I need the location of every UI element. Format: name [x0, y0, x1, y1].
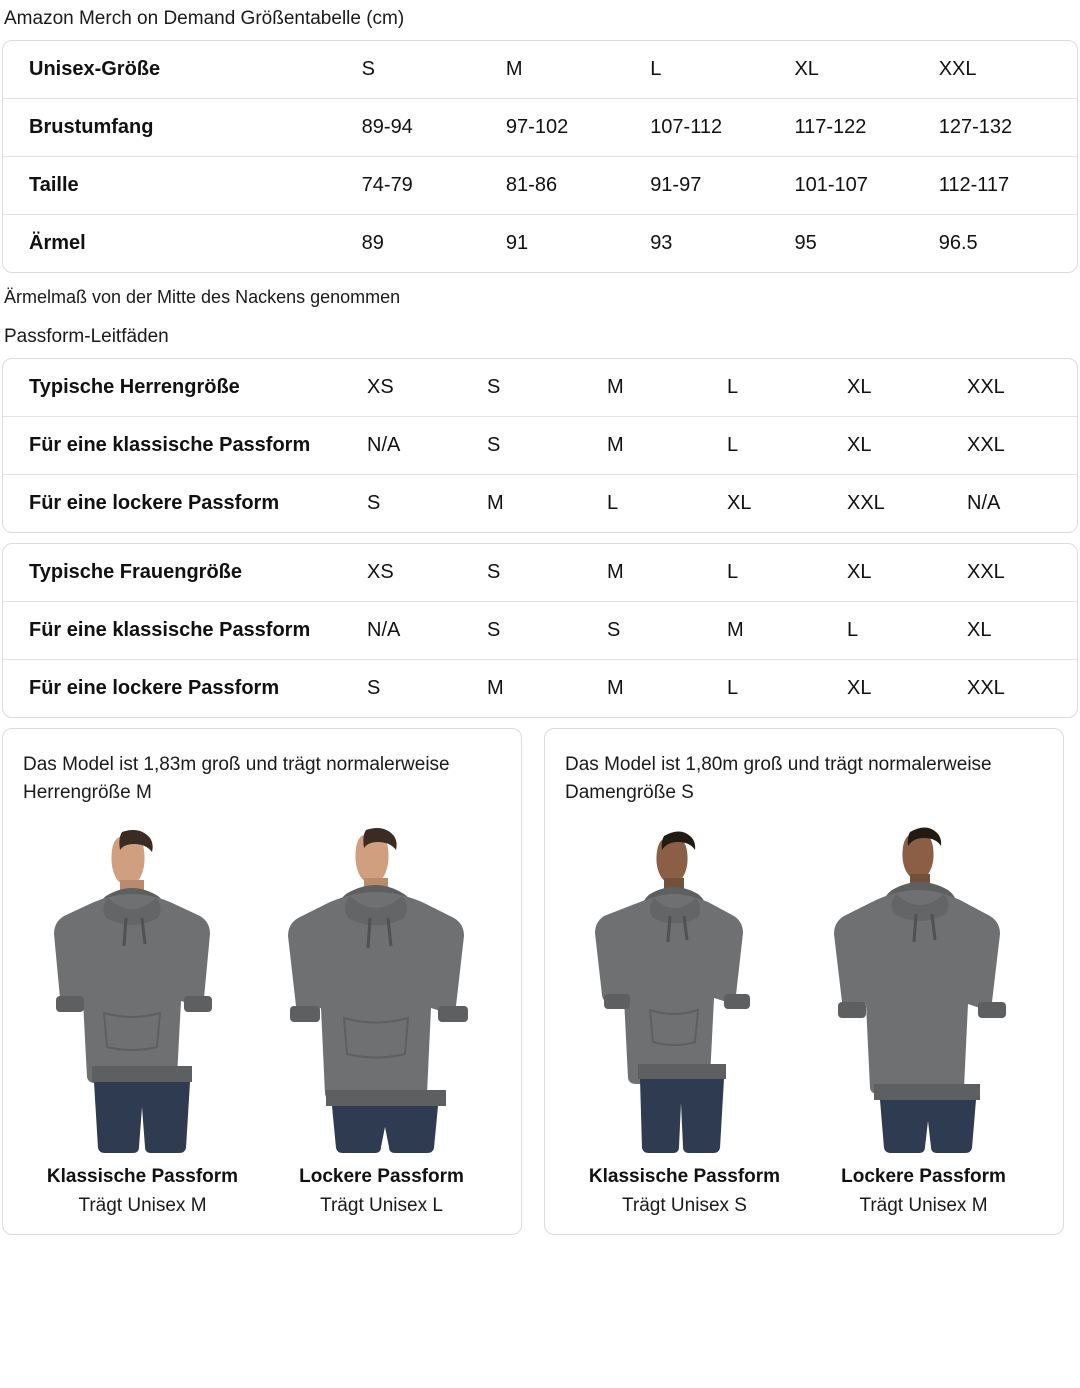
cell: L	[650, 58, 662, 80]
table-row	[3, 215, 1077, 273]
cell: 91-97	[644, 157, 788, 215]
cell: N/A	[961, 475, 1078, 533]
female-relaxed-fit-figure	[810, 818, 1042, 1153]
male-figures	[23, 813, 501, 1153]
cell: 107-112	[644, 99, 788, 157]
male-classic-fit-label	[23, 1163, 262, 1220]
cell: S	[487, 376, 501, 398]
cell: 127-132	[933, 99, 1077, 157]
male-model-card	[2, 728, 522, 1235]
cell: S	[361, 475, 481, 533]
cell: M	[601, 417, 721, 475]
female-relaxed-hoodie-illustration	[810, 818, 1042, 1153]
female-model-card	[544, 728, 1064, 1235]
fit-name: Klassische Passform	[588, 1166, 781, 1187]
cell: 117-122	[788, 99, 932, 157]
female-relaxed-fit-label	[804, 1163, 1043, 1220]
cell: S	[481, 417, 601, 475]
fit-name: Lockere Passform	[299, 1166, 464, 1187]
female-classic-fit-figure	[566, 818, 798, 1153]
table-row	[3, 99, 1077, 157]
cell: S	[601, 602, 721, 660]
unisex-size-card	[2, 40, 1078, 273]
female-model-caption: Das Model ist 1,80m groß und trägt normalerweise Damengröße S	[565, 754, 992, 803]
cell: XL	[847, 561, 872, 583]
cell: XXL	[938, 58, 977, 80]
womens-fit-card	[2, 543, 1078, 718]
cell: M	[481, 475, 601, 533]
cell: XS	[367, 561, 394, 583]
cell: S	[481, 602, 601, 660]
table-row	[3, 602, 1078, 660]
cell: 96.5	[933, 215, 1077, 273]
male-model-caption: Das Model ist 1,83m groß und trägt normalerweise Herrengröße M	[23, 754, 450, 803]
cell: S	[361, 660, 481, 718]
cell: L	[727, 561, 739, 583]
row-header: Typische Frauengröße	[29, 561, 243, 583]
male-classic-hoodie-illustration	[24, 818, 256, 1153]
page-title: Amazon Merch on Demand Größentabelle (cm)	[4, 8, 405, 29]
cell: L	[601, 475, 721, 533]
cell: XXL	[967, 376, 1005, 398]
model-cards-row	[2, 728, 1078, 1235]
row-header: Taille	[3, 157, 356, 215]
male-relaxed-hoodie-illustration	[268, 818, 500, 1153]
row-header: Brustumfang	[3, 99, 356, 157]
cell: XXL	[961, 660, 1078, 718]
fit-guides-label: Passform-Leitfäden	[4, 326, 169, 347]
row-header: Ärmel	[3, 215, 356, 273]
row-header: Für eine lockere Passform	[3, 475, 361, 533]
cell: S	[487, 561, 501, 583]
cell: M	[607, 376, 624, 398]
fit-name: Lockere Passform	[841, 1166, 1006, 1187]
sleeve-measure-note: Ärmelmaß von der Mitte des Nackens genommen	[4, 287, 401, 307]
cell: M	[607, 561, 624, 583]
male-relaxed-fit-figure	[268, 818, 500, 1153]
cell: L	[721, 660, 841, 718]
fit-wears: Trägt Unisex M	[859, 1194, 988, 1216]
row-header: Für eine klassische Passform	[3, 417, 361, 475]
cell: 89-94	[356, 99, 500, 157]
row-header: Für eine klassische Passform	[3, 602, 361, 660]
fit-wears: Trägt Unisex L	[320, 1194, 443, 1216]
cell: M	[505, 58, 523, 80]
mens-fit-card	[2, 358, 1078, 533]
cell: XL	[841, 660, 961, 718]
table-row	[3, 544, 1078, 602]
male-fit-labels	[23, 1163, 501, 1220]
cell: XS	[367, 376, 394, 398]
cell: 112-117	[933, 157, 1077, 215]
cell: XXL	[961, 417, 1078, 475]
male-classic-fit-figure	[24, 818, 256, 1153]
female-fit-labels	[565, 1163, 1043, 1220]
table-row	[3, 660, 1078, 718]
cell: M	[721, 602, 841, 660]
mens-fit-table	[3, 359, 1078, 532]
womens-fit-table	[3, 544, 1078, 717]
fit-wears: Trägt Unisex M	[78, 1194, 207, 1216]
fit-name: Klassische Passform	[46, 1166, 239, 1187]
row-header: Für eine lockere Passform	[3, 660, 361, 718]
fit-wears: Trägt Unisex S	[622, 1194, 747, 1216]
cell: XXL	[841, 475, 961, 533]
cell: 89	[356, 215, 500, 273]
cell: N/A	[361, 602, 481, 660]
cell: 95	[788, 215, 932, 273]
cell: 81-86	[500, 157, 644, 215]
cell: XL	[847, 376, 872, 398]
cell: L	[727, 376, 739, 398]
cell: N/A	[361, 417, 481, 475]
cell: 74-79	[356, 157, 500, 215]
female-classic-hoodie-illustration	[566, 818, 798, 1153]
female-classic-fit-label	[565, 1163, 804, 1220]
table-row	[3, 359, 1078, 417]
cell: XL	[721, 475, 841, 533]
table-row	[3, 157, 1077, 215]
cell: M	[481, 660, 601, 718]
cell: S	[361, 58, 375, 80]
cell: XL	[841, 417, 961, 475]
cell: XL	[961, 602, 1078, 660]
unisex-size-table	[3, 41, 1077, 272]
cell: 101-107	[788, 157, 932, 215]
cell: 93	[644, 215, 788, 273]
cell: XXL	[967, 561, 1005, 583]
row-header: Unisex-Größe	[29, 58, 161, 80]
male-relaxed-fit-label	[262, 1163, 501, 1220]
cell: L	[841, 602, 961, 660]
cell: XL	[794, 58, 819, 80]
cell: L	[721, 417, 841, 475]
table-row	[3, 475, 1078, 533]
cell: 91	[500, 215, 644, 273]
cell: 97-102	[500, 99, 644, 157]
cell: M	[601, 660, 721, 718]
table-row	[3, 417, 1078, 475]
table-row	[3, 41, 1077, 99]
female-figures	[565, 813, 1043, 1153]
row-header: Typische Herrengröße	[29, 376, 240, 398]
